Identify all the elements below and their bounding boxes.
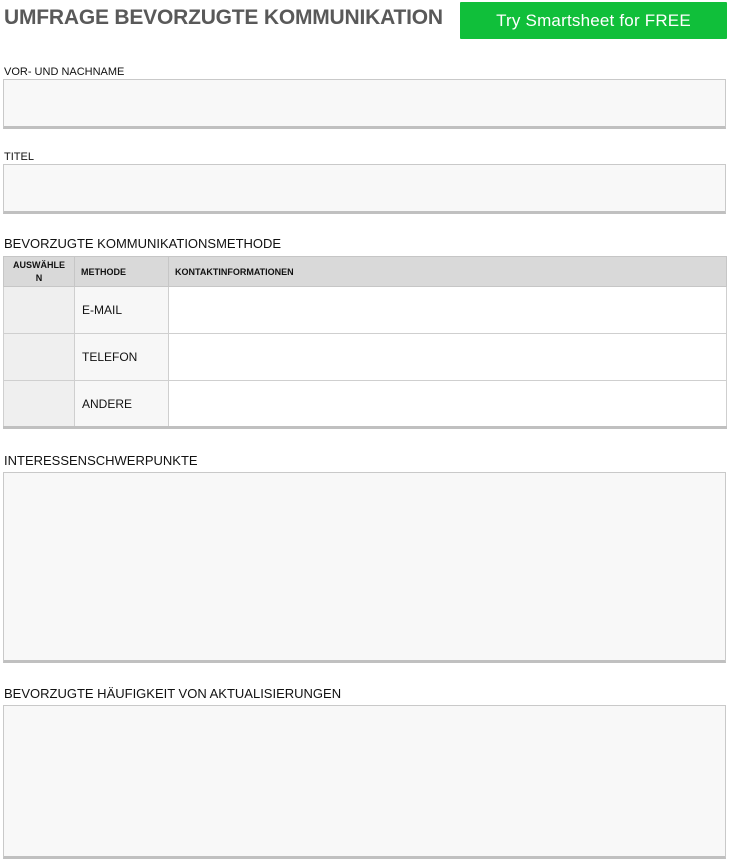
table-header-row: [4, 257, 727, 287]
select-column-header: [4, 257, 75, 287]
method-cell: ANDERE: [75, 381, 169, 428]
name-label: VOR- UND NACHNAME: [4, 66, 125, 78]
page-title: UMFRAGE BEVORZUGTE KOMMUNIKATION: [4, 6, 443, 29]
select-cell-telefon[interactable]: [4, 334, 75, 381]
frequency-field[interactable]: [3, 705, 726, 859]
method-column-header: METHODE: [75, 257, 169, 287]
select-header-line1: AUSWÄHLE: [13, 259, 65, 270]
methods-section-label: BEVORZUGTE KOMMUNIKATIONSMETHODE: [4, 236, 282, 251]
method-cell: TELEFON: [75, 334, 169, 381]
frequency-label: BEVORZUGTE HÄUFIGKEIT VON AKTUALISIERUNGEN: [4, 686, 342, 701]
interests-field[interactable]: [3, 472, 726, 663]
title-field[interactable]: [3, 164, 726, 214]
contact-info-cell[interactable]: [169, 381, 727, 428]
contact-info-cell[interactable]: [169, 334, 727, 381]
table-row: [4, 334, 727, 381]
name-field[interactable]: [3, 79, 726, 129]
select-header-line2: N: [35, 272, 43, 283]
communication-methods-table: [3, 256, 727, 429]
try-smartsheet-button[interactable]: Try Smartsheet for FREE: [460, 2, 727, 39]
select-cell-andere[interactable]: [4, 381, 75, 428]
contact-info-cell[interactable]: [169, 287, 727, 334]
title-label: TITEL: [4, 151, 34, 163]
method-cell: E-MAIL: [75, 287, 169, 334]
table-row: [4, 287, 727, 334]
select-cell-email[interactable]: [4, 287, 75, 334]
interests-label: INTERESSENSCHWERPUNKTE: [4, 453, 198, 468]
table-row: [4, 381, 727, 428]
contact-column-header: KONTAKTINFORMATIONEN: [169, 257, 727, 287]
